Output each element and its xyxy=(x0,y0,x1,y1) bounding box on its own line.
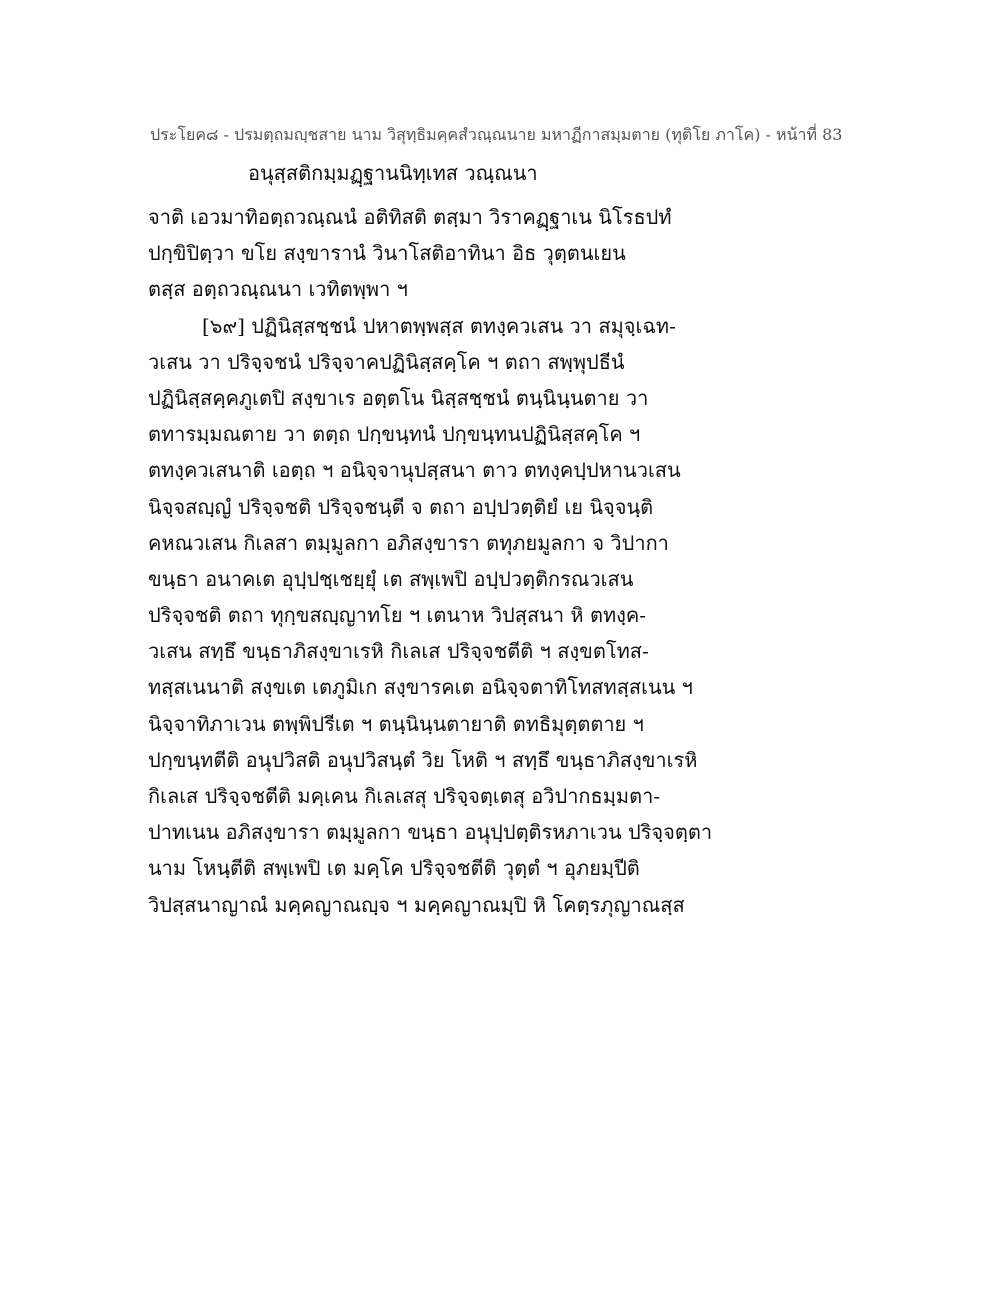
text-line: จาติ เอวมาทิอตฺถวณฺณนํ อติทิสติ ตสฺมา วิราคฏฺฐาเน นิโรธปทํ xyxy=(148,205,672,229)
text-line: กิเลเส ปริจฺจชตีติ มคฺเคน กิเลเสสุ ปริจฺจตฺเตสุ อวิปากธมฺมตา- xyxy=(148,784,661,808)
text-line: ทสฺสเนนาติ สงฺขเต เตภูมิเก สงฺขารคเต อนิจฺจตาทิโทสทสฺสเนน ฯ xyxy=(148,675,693,700)
text-line: วิปสฺสนาญาณํ มคฺคญาณญฺจ ฯ มคฺคญาณมฺปิ หิ โคตฺรภุญาณสฺส xyxy=(148,892,685,917)
text-line: ปฏินิสฺสคฺคภูเตปิ สงฺขาเร อตฺตโน นิสฺสชฺชนํ ตนฺนินฺนตาย วา xyxy=(148,385,649,410)
section-title: อนุสฺสติกมฺมฏฺฐานนิทฺเทส วณฺณนา xyxy=(248,161,538,185)
text-line: นิจฺจสญฺญํ ปริจฺจชติ ปริจฺจชนฺตี จ ตถา อปฺปวตฺติยํ เย นิจฺจนฺติ xyxy=(148,494,654,519)
text-line: ตสฺส อตฺถวณฺณนา เวทิตพฺพา ฯ xyxy=(148,277,408,302)
paragraph-start-line: [๖๙] ปฏินิสฺสชฺชนํ ปหาตพฺพสฺส ตทงฺควเสน วา สมุจฺเฉท- xyxy=(202,313,676,338)
body-text xyxy=(148,199,713,923)
text-line: ปาทเนน อภิสงฺขารา ตมฺมูลกา ขนฺธา อนุปฺปตฺติรหภาเวน ปริจฺจตฺตา xyxy=(148,820,713,845)
text-line: ปกฺขิปิตฺวา ขโย สงฺขารานํ วินาโสติอาทินา อิธ วุตฺตนเยน xyxy=(148,241,626,266)
text-line: วเสน สทฺธึ ขนฺธาภิสงฺขาเรหิ กิเลเส ปริจฺจชตีติ ฯ สงฺขตโทส- xyxy=(148,639,649,664)
running-header: ประโยค๘ - ปรมตฺถมญฺชสาย นาม วิสุทฺธิมคฺคสํวณฺณนาย มหาฏีกาสมฺมตาย (ทุติโย ภาโค) - หน้าที่ 83 xyxy=(150,125,843,144)
text-line: ปริจฺจชติ ตถา ทุกฺขสญฺญาทโย ฯ เตนาห วิปสฺสนา หิ ตทงฺค- xyxy=(148,603,647,628)
text-line: ตทารมฺมณตาย วา ตตฺถ ปกฺขนฺทนํ ปกฺขนฺทนปฏินิสฺสคฺโค ฯ xyxy=(148,422,641,447)
text-line: วเสน วา ปริจฺจชนํ ปริจฺจาคปฏินิสฺสคฺโค ฯ ตถา สพฺพุปธีนํ xyxy=(148,349,625,374)
text-line: คหณวเสน กิเลสา ตมฺมูลกา อภิสงฺขารา ตทุภยมูลกา จ วิปากา xyxy=(148,530,669,555)
text-line: นาม โหนฺตีติ สพฺเพปิ เต มคฺโค ปริจฺจชตีติ วุตฺตํ ฯ อุภยมฺปีติ xyxy=(148,856,640,881)
text-line: ตทงฺควเสนาติ เอตฺถ ฯ อนิจฺจานุปสฺสนา ตาว ตทงฺคปฺปหานวเสน xyxy=(148,458,681,483)
text-line: ปกฺขนฺทตีติ อนุปวิสติ อนุปวิสนฺตํ วิย โหติ ฯ สทฺธึ ขนฺธาภิสงฺขาเรหิ xyxy=(148,747,698,772)
text-line: ขนฺธา อนาคเต อุปฺปชฺเชยฺยุํ เต สพฺเพปิ อปฺปวตฺติกรณวเสน xyxy=(148,566,634,591)
text-line: นิจฺจาทิภาเวน ตพฺพิปรีเต ฯ ตนฺนินฺนตายาติ ตทธิมุตฺตตาย ฯ xyxy=(148,711,644,736)
